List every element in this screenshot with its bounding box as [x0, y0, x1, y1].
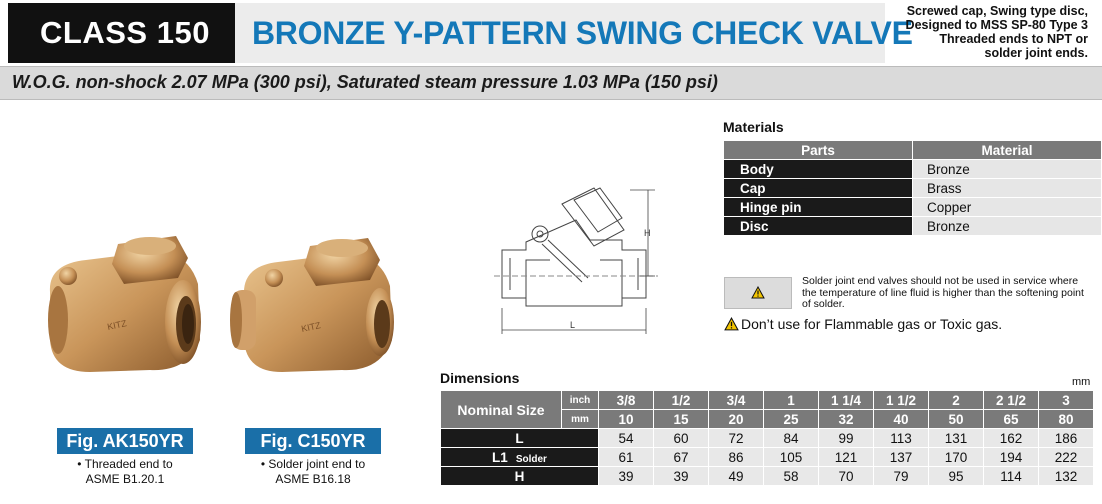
- mm-cell: 10: [599, 410, 654, 429]
- dim-cell: 60: [654, 429, 709, 448]
- dim-cell: 61: [599, 448, 654, 467]
- inch-cell: 1 1/4: [819, 391, 874, 410]
- row-label: L1: [492, 449, 508, 465]
- dim-cell: 222: [1039, 448, 1094, 467]
- mm-cell: 50: [929, 410, 984, 429]
- inch-cell: 1 1/2: [874, 391, 929, 410]
- subtitle: [858, 4, 1088, 60]
- materials-table: [723, 140, 1102, 236]
- table-row: [441, 429, 1094, 448]
- dim-cell: 95: [929, 467, 984, 486]
- subtitle-line: Threaded ends to NPT or: [939, 32, 1088, 46]
- dim-cell: 170: [929, 448, 984, 467]
- dimensions-unit: mm: [1072, 376, 1091, 388]
- mm-cell: 25: [764, 410, 819, 429]
- svg-text:KITZ: KITZ: [106, 318, 128, 332]
- dim-cell: 99: [819, 429, 874, 448]
- material-cell: Brass: [913, 179, 1102, 198]
- fig-note-line: • Solder joint end to: [260, 457, 366, 471]
- materials-title: Materials: [723, 119, 784, 135]
- warning-triangle-icon: [751, 286, 765, 299]
- fig-note-line: ASME B16.18: [275, 472, 351, 486]
- dim-l-label: L: [570, 320, 576, 330]
- inch-unit: inch: [562, 391, 599, 410]
- mm-unit: mm: [562, 410, 599, 429]
- fig-note-line: ASME B1.20.1: [85, 472, 165, 486]
- dim-cell: 121: [819, 448, 874, 467]
- mm-cell: 32: [819, 410, 874, 429]
- mm-cell: 20: [709, 410, 764, 429]
- material-cell: Bronze: [913, 217, 1102, 236]
- dim-cell: 194: [984, 448, 1039, 467]
- table-row: [441, 448, 1094, 467]
- valve-photo-solder: [230, 222, 400, 382]
- subtitle-line: solder joint ends.: [984, 46, 1088, 60]
- part-cell: Disc: [724, 217, 913, 236]
- dimensions-table: [440, 390, 1094, 486]
- fig-label-ak150yr: Fig. AK150YR: [57, 428, 193, 454]
- row-label-h: [441, 467, 599, 486]
- table-row: [441, 467, 1094, 486]
- mm-cell: 80: [1039, 410, 1094, 429]
- inch-cell: 3/8: [599, 391, 654, 410]
- subtitle-line: Designed to MSS SP-80 Type 3: [905, 18, 1088, 32]
- valve-photo-threaded: [38, 222, 208, 382]
- inch-cell: 2: [929, 391, 984, 410]
- pressure-rating: W.O.G. non-shock 2.07 MPa (300 psi), Saturated steam pressure 1.03 MPa (150 psi): [12, 72, 718, 92]
- row-label-l1: [441, 448, 599, 467]
- dim-cell: 131: [929, 429, 984, 448]
- inch-row: [441, 391, 1094, 410]
- class-edge: [8, 3, 15, 63]
- inch-cell: 1/2: [654, 391, 709, 410]
- subtitle-line: Screwed cap, Swing type disc,: [906, 4, 1088, 18]
- gas-warning: [724, 316, 1002, 332]
- dim-cell: 39: [654, 467, 709, 486]
- solder-warning: Solder joint end valves should not be used in service where the temperature of line fluid is higher than the softening point of solder.: [802, 275, 1084, 310]
- row-label: H: [514, 468, 525, 484]
- svg-text:KITZ: KITZ: [300, 320, 322, 334]
- inch-cell: 2 1/2: [984, 391, 1039, 410]
- part-cell: Hinge pin: [724, 198, 913, 217]
- dim-cell: 84: [764, 429, 819, 448]
- row-label-l: [441, 429, 599, 448]
- fig-note-c150yr: [240, 457, 386, 487]
- dim-cell: 132: [1039, 467, 1094, 486]
- material-cell: Bronze: [913, 160, 1102, 179]
- col-material: Material: [913, 141, 1102, 160]
- table-row: [724, 198, 1102, 217]
- dim-cell: 114: [984, 467, 1039, 486]
- dim-cell: 113: [874, 429, 929, 448]
- table-row: [724, 217, 1102, 236]
- mm-cell: 65: [984, 410, 1039, 429]
- dimensions-title: Dimensions: [440, 370, 520, 386]
- gas-warning-text: Don’t use for Flammable gas or Toxic gas.: [741, 316, 1003, 332]
- dim-cell: 79: [874, 467, 929, 486]
- part-cell: Cap: [724, 179, 913, 198]
- dim-cell: 105: [764, 448, 819, 467]
- warning-triangle-icon: [724, 317, 739, 331]
- row-sublabel: Solder: [515, 453, 547, 465]
- dim-cell: 39: [599, 467, 654, 486]
- fig-note-line: • Threaded end to: [77, 457, 173, 471]
- class-label: CLASS 150: [15, 3, 235, 63]
- table-row: [724, 160, 1102, 179]
- row-label: L: [515, 430, 524, 446]
- page-title: BRONZE Y-PATTERN SWING CHECK VALVE: [252, 15, 913, 51]
- dim-cell: 54: [599, 429, 654, 448]
- materials-header-row: [724, 141, 1102, 160]
- mm-cell: 40: [874, 410, 929, 429]
- fig-note-ak150yr: [52, 457, 198, 487]
- fig-label-c150yr: Fig. C150YR: [245, 428, 381, 454]
- dim-cell: 162: [984, 429, 1039, 448]
- mm-cell: 15: [654, 410, 709, 429]
- dim-cell: 70: [819, 467, 874, 486]
- dim-h-label: H: [644, 228, 651, 238]
- part-cell: Body: [724, 160, 913, 179]
- dim-cell: 137: [874, 448, 929, 467]
- dim-cell: 186: [1039, 429, 1094, 448]
- dim-cell: 67: [654, 448, 709, 467]
- inch-cell: 1: [764, 391, 819, 410]
- nominal-size-header: Nominal Size: [441, 391, 562, 429]
- dim-cell: 49: [709, 467, 764, 486]
- table-row: [724, 179, 1102, 198]
- inch-cell: 3: [1039, 391, 1094, 410]
- inch-cell: 3/4: [709, 391, 764, 410]
- valve-technical-drawing: [490, 180, 665, 340]
- warning-icon-box: [724, 277, 792, 309]
- material-cell: Copper: [913, 198, 1102, 217]
- col-parts: Parts: [724, 141, 913, 160]
- dim-cell: 72: [709, 429, 764, 448]
- dim-cell: 86: [709, 448, 764, 467]
- dim-cell: 58: [764, 467, 819, 486]
